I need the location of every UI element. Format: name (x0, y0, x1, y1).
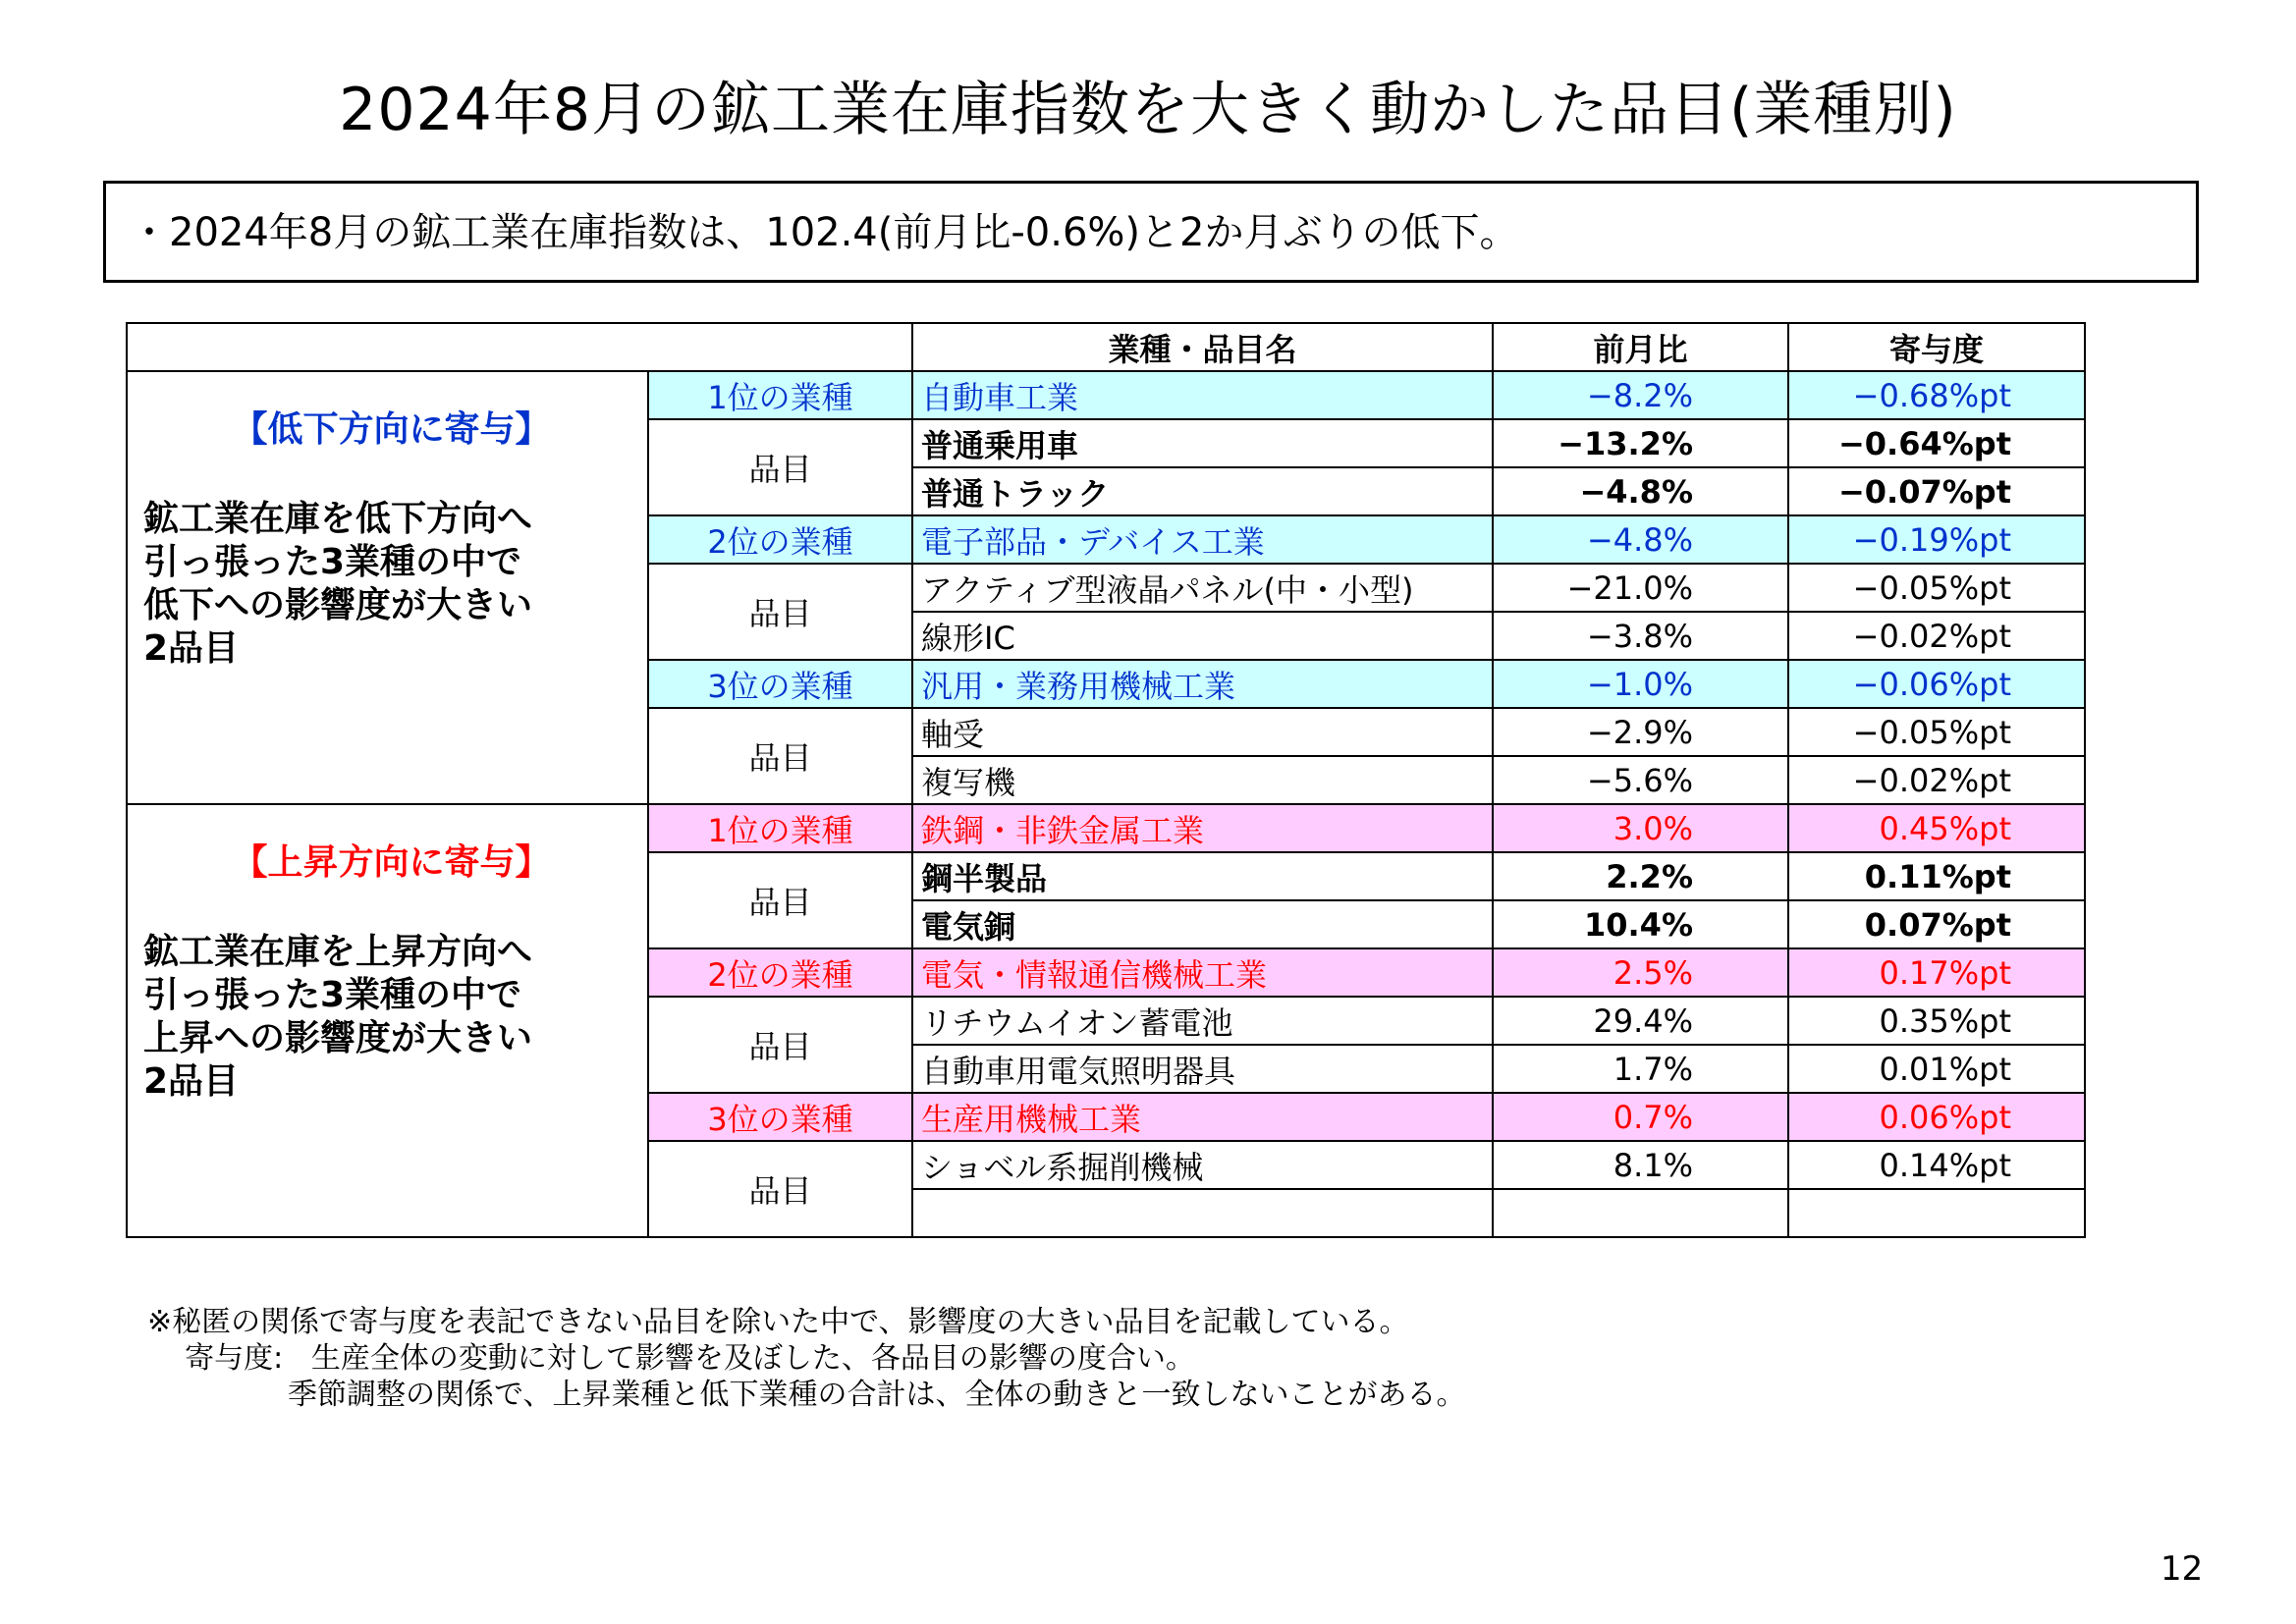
item-mom: 10.4% (1493, 900, 1788, 948)
item-name: 自動車用電気照明器具 (912, 1045, 1493, 1093)
summary-box (103, 181, 2199, 283)
industry-name: 電気・情報通信機械工業 (912, 948, 1493, 997)
item-contribution: −0.02%pt (1788, 612, 2085, 660)
section-description-line: 2品目 (143, 628, 240, 669)
item-name (912, 1189, 1493, 1237)
industry-contribution: −0.06%pt (1788, 660, 2085, 708)
industry-contribution: −0.68%pt (1788, 371, 2085, 419)
industry-contribution: 0.17%pt (1788, 948, 2085, 997)
industry-mom: 0.7% (1493, 1093, 1788, 1141)
item-contribution: −0.05%pt (1788, 564, 2085, 612)
section-label-decrease (127, 371, 648, 804)
page-number: 12 (2160, 1549, 2204, 1589)
items-label: 品目 (648, 564, 912, 660)
section-description (136, 498, 647, 671)
item-name: 線形IC (912, 612, 1493, 660)
contribution-table (126, 322, 2086, 1238)
section-description-line: 引っ張った3業種の中で (143, 975, 522, 1015)
item-name: 複写機 (912, 756, 1493, 804)
item-name: 軸受 (912, 708, 1493, 756)
industry-name: 自動車工業 (912, 371, 1493, 419)
header-contribution: 寄与度 (1788, 323, 2085, 371)
note-3: 季節調整の関係で、上昇業種と低下業種の合計は、全体の動きと一致しないことがある。 (288, 1378, 1466, 1412)
header-name: 業種・品目名 (912, 323, 1493, 371)
item-contribution: 0.35%pt (1788, 997, 2085, 1045)
item-name: 普通トラック (912, 467, 1493, 515)
industry-row (127, 371, 2085, 419)
industry-mom: 3.0% (1493, 804, 1788, 852)
item-contribution: −0.02%pt (1788, 756, 2085, 804)
item-mom: −4.8% (1493, 467, 1788, 515)
item-mom: 2.2% (1493, 852, 1788, 900)
item-name: 普通乗用車 (912, 419, 1493, 467)
header-blank (127, 323, 912, 371)
industry-mom: 2.5% (1493, 948, 1788, 997)
table-header-row (127, 323, 2085, 371)
item-mom: −3.8% (1493, 612, 1788, 660)
section-description-line: 2品目 (143, 1061, 240, 1102)
section-heading: 【低下方向に寄与】 (232, 409, 551, 450)
industry-rank: 3位の業種 (648, 1093, 912, 1141)
item-name: 鋼半製品 (912, 852, 1493, 900)
industry-name: 生産用機械工業 (912, 1093, 1493, 1141)
item-contribution: 0.14%pt (1788, 1141, 2085, 1189)
note-1: ※秘匿の関係で寄与度を表記できない品目を除いた中で、影響度の大きい品目を記載している。 (147, 1305, 1409, 1339)
industry-rank: 2位の業種 (648, 515, 912, 564)
section-description-line: 低下への影響度が大きい (143, 585, 533, 625)
section-description (136, 931, 647, 1104)
section-description-line: 上昇への影響度が大きい (143, 1018, 533, 1058)
item-name: ショベル系掘削機械 (912, 1141, 1493, 1189)
items-label: 品目 (648, 708, 912, 804)
items-label: 品目 (648, 997, 912, 1093)
item-contribution: −0.64%pt (1788, 419, 2085, 467)
industry-rank: 1位の業種 (648, 371, 912, 419)
industry-contribution: −0.19%pt (1788, 515, 2085, 564)
item-contribution: −0.05%pt (1788, 708, 2085, 756)
item-contribution: 0.11%pt (1788, 852, 2085, 900)
item-contribution: 0.01%pt (1788, 1045, 2085, 1093)
industry-contribution: 0.06%pt (1788, 1093, 2085, 1141)
section-description-line: 鉱工業在庫を上昇方向へ (143, 932, 533, 972)
items-label: 品目 (648, 852, 912, 948)
item-contribution (1788, 1189, 2085, 1237)
item-contribution: −0.07%pt (1788, 467, 2085, 515)
note-2: 生産全体の変動に対して影響を及ぼした、各品目の影響の度合い。 (310, 1341, 1195, 1376)
item-mom (1493, 1189, 1788, 1237)
item-mom: −5.6% (1493, 756, 1788, 804)
industry-contribution: 0.45%pt (1788, 804, 2085, 852)
industry-rank: 3位の業種 (648, 660, 912, 708)
item-mom: 8.1% (1493, 1141, 1788, 1189)
section-heading: 【上昇方向に寄与】 (232, 842, 551, 883)
item-mom: −2.9% (1493, 708, 1788, 756)
industry-name: 鉄鋼・非鉄金属工業 (912, 804, 1493, 852)
summary-text: ・2024年8月の鉱工業在庫指数は、102.4(前月比-0.6%)と2か月ぶりの低下。 (130, 210, 1519, 255)
items-label: 品目 (648, 419, 912, 515)
item-mom: 29.4% (1493, 997, 1788, 1045)
section-description-line: 鉱工業在庫を低下方向へ (143, 499, 533, 539)
header-mom: 前月比 (1493, 323, 1788, 371)
industry-mom: −1.0% (1493, 660, 1788, 708)
item-contribution: 0.07%pt (1788, 900, 2085, 948)
industry-rank: 1位の業種 (648, 804, 912, 852)
item-name: アクティブ型液晶パネル(中・小型) (912, 564, 1493, 612)
industry-row (127, 804, 2085, 852)
item-mom: −13.2% (1493, 419, 1788, 467)
item-mom: −21.0% (1493, 564, 1788, 612)
items-label: 品目 (648, 1141, 912, 1237)
item-name: 電気銅 (912, 900, 1493, 948)
item-mom: 1.7% (1493, 1045, 1788, 1093)
page-title: 2024年8月の鉱工業在庫指数を大きく動かした品目(業種別) (339, 76, 1957, 144)
industry-name: 電子部品・デバイス工業 (912, 515, 1493, 564)
industry-mom: −4.8% (1493, 515, 1788, 564)
industry-rank: 2位の業種 (648, 948, 912, 997)
note-label: 寄与度: (185, 1341, 284, 1376)
item-name: リチウムイオン蓄電池 (912, 997, 1493, 1045)
section-label-increase (127, 804, 648, 1237)
section-description-line: 引っ張った3業種の中で (143, 542, 522, 582)
industry-mom: −8.2% (1493, 371, 1788, 419)
industry-name: 汎用・業務用機械工業 (912, 660, 1493, 708)
footnotes (147, 1304, 1465, 1413)
